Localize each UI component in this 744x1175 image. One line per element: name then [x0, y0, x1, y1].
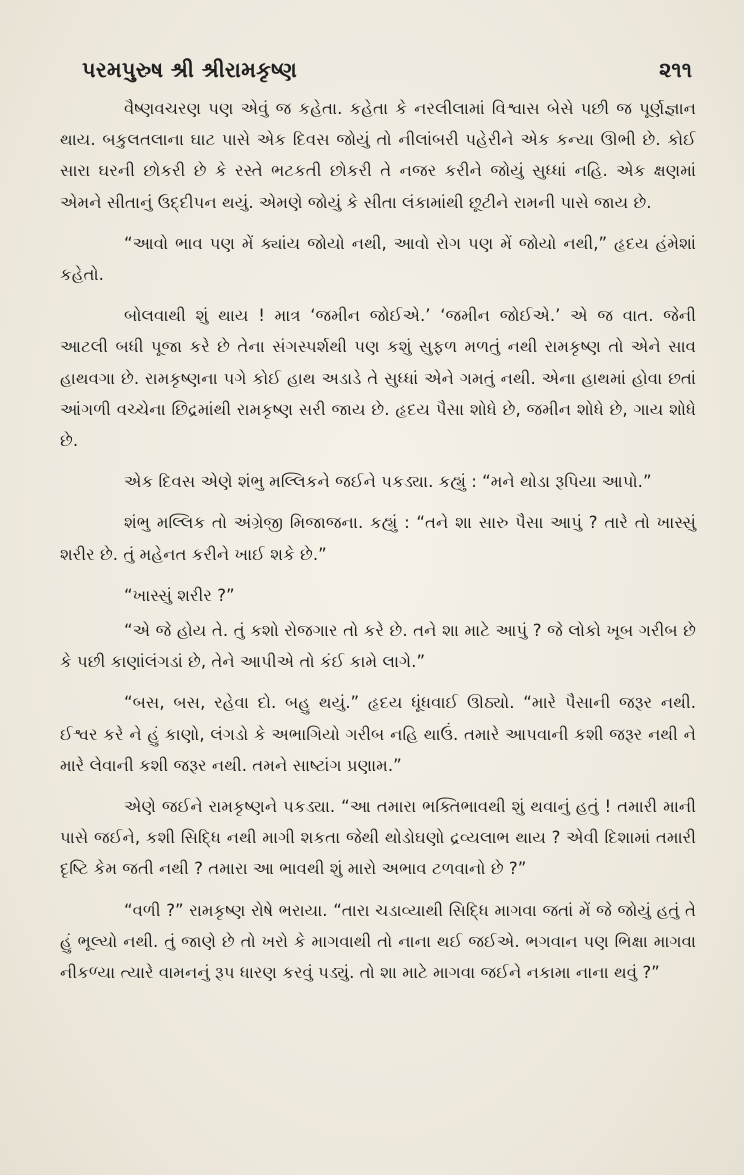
body-text: [60, 93, 696, 988]
paragraph: શંભુ મલ્લિક તો અંગ્રેજી મિજાજના. કહ્યું : “તને શા સારુ પૈસા આપું ? તારે તો ખાસ્સું શરીર છે. તું મહેનત કરીને ખાઈ શકે છે.”: [60, 513, 696, 564]
paragraph: એક દિવસ એણે શંભુ મલ્લિકને જઈને પકડ્યા. કહ્યું : “મને થોડા રૂપિયા આપો.”: [124, 472, 652, 492]
page-number: ૨૧૧: [659, 58, 692, 82]
paragraph: બોલવાથી શું થાય ! માત્ર ‘જમીન જોઈએ.’ ‘જમીન જોઈએ.’ એ જ વાત. જેની આટલી બધી પૂજા કરે છે તેના સંગસ્પર્શથી પણ કશું સુફળ મળતું નથી રામકૃષ્ણ તો એને સાવ હાથવગા છે. રામકૃષ્ણના પગે કોઈ હાથ અડાડે તે સુધ્ધાં એને ગમતું નથી. એના હાથમાં હોવા છતાં આંગળી વચ્ચેના છિદ્રમાંથી રામકૃષ્ણ સરી જાય છે. હૃદય પૈસા શોધે છે, જમીન શોધે છે, ગાય શોધે છે.: [60, 306, 696, 451]
paragraph: “વળી ?” રામકૃષ્ણ રોષે ભરાયા. “તારા ચડાવ્યાથી સિદ્ધિ માગવા જતાં મેં જે જોયું હતું તે હું ભૂલ્યો નથી. તું જાણે છે તો ખરો કે માગવાથી તો નાના થઈ જઈએ. ભગવાન પણ ભિક્ષા માગવા નીકળ્યા ત્યારે વામનનું રૂપ ધારણ કરવું પડ્યું. તો શા માટે માગવા જઈને નકામા નાના થવું ?”: [60, 900, 696, 983]
page-header: [82, 58, 696, 83]
paragraph: “આવો ભાવ પણ મેં ક્યાંય જોયો નથી, આવો રોગ પણ મેં જોયો નથી,” હૃદય હંમેશાં કહેતો.: [60, 233, 696, 285]
running-head: પરમપુરુષ શ્રી શ્રીરામકૃષ્ણ: [82, 58, 298, 82]
paragraph: “બસ, બસ, રહેવા દો. બહુ થયું.” હૃદય ધૂંધવાઈ ઊઠ્યો. “મારે પૈસાની જરૂર નથી. ઈશ્વર કરે ને હું કાણો, લંગડો કે અભાગિયો ગરીબ નહિ થાઉં. તમારે આપવાની કશી જરૂર નથી ને મારે લેવાની કશી જરૂર નથી. તમને સાષ્ટાંગ પ્રણામ.”: [60, 693, 696, 775]
paragraph: વૈષ્ણવચરણ પણ એવું જ કહેતા. કહેતા કે નરલીલામાં વિશ્વાસ બેસે પછી જ પૂર્ણજ્ઞાન થાય. બકુલતલાના ઘાટ પાસે એક દિવસ જોયું તો નીલાંબરી પહેરીને એક કન્યા ઊભી છે. કોઈ સારા ઘરની છોકરી છે કે રસ્તે ભટકતી છોકરી તે નજર કરીને જોયું સુધ્ધાં નહિ. એક ક્ષણમાં એમને સીતાનું ઉદ્દીપન થયું. એમણે જોયું કે સીતા લંકામાંથી છૂટીને રામની પાસે જાય છે.: [60, 99, 696, 212]
paragraph: “ખાસ્સું શરીર ?”: [124, 585, 235, 605]
paragraph: એણે જઈને રામકૃષ્ણને પકડ્યા. “આ તમારા ભક્તિભાવથી શું થવાનું હતું ! તમારી માની પાસે જઈને, કશી સિદ્ધિ નથી માગી શકતા જેથી થોડોઘણો દ્રવ્યલાભ થાય ? એવી દિશામાં તમારી દૃષ્ટિ કેમ જતી નથી ? તમારા આ ભાવથી શું મારો અભાવ ટળવાનો છે ?”: [60, 797, 696, 879]
paragraph: “એ જે હોય તે. તું કશો રોજગાર તો કરે છે. તને શા માટે આપું ? જે લોકો ખૂબ ગરીબ છે કે પછી કાણાંલંગડાં છે, તેને આપીએ તો કંઈ કામે લાગે.”: [60, 621, 696, 672]
